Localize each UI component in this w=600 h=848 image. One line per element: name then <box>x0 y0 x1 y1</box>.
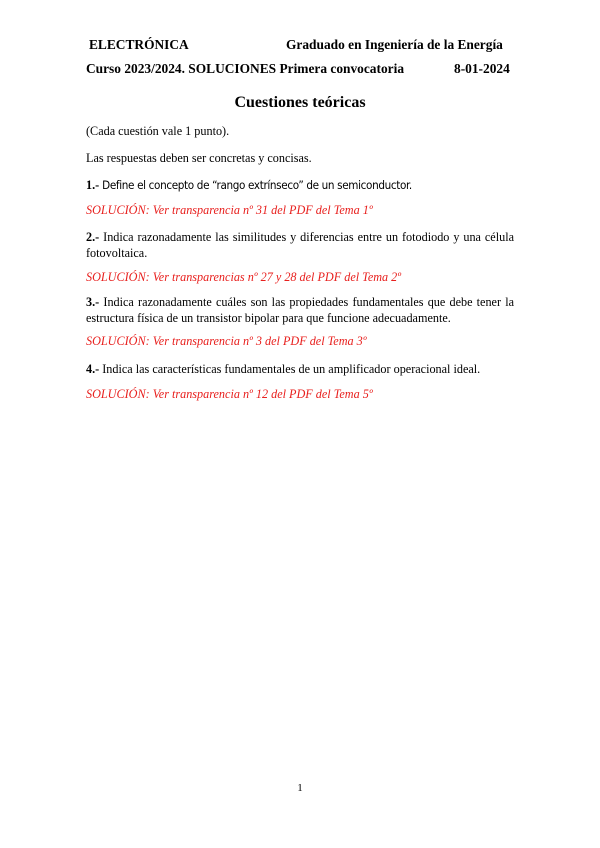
question-text: Define el concepto de “rango extrínseco” de un semiconductor. <box>99 178 412 192</box>
question-2 <box>86 229 514 261</box>
header-degree: Graduado en Ingeniería de la Energía <box>286 37 503 52</box>
question-number: 3.- <box>86 295 100 309</box>
question-number: 1.- <box>86 178 100 192</box>
header-subject: ELECTRÓNICA <box>89 37 189 52</box>
page-title: Cuestiones teóricas <box>234 94 366 111</box>
solution-4: SOLUCIÓN: Ver transparencia nº 12 del PDF del Tema 5º <box>86 387 373 401</box>
header-course: Curso 2023/2024. SOLUCIONES Primera convocatoria <box>86 61 405 76</box>
question-number: 4.- <box>86 362 100 376</box>
question-text: Indica las características fundamentales de un amplificador operacional ideal. <box>99 362 481 376</box>
question-text: Indica razonadamente cuáles son las propiedades fundamentales que debe tener la estructura física de un transistor bipolar para que funcione adecuadamente. <box>86 295 514 325</box>
question-1 <box>86 177 514 193</box>
solution-1: SOLUCIÓN: Ver transparencia nº 31 del PDF del Tema 1º <box>86 203 373 217</box>
page-number: 1 <box>297 782 303 794</box>
question-4 <box>86 361 514 377</box>
question-text: Indica razonadamente las similitudes y diferencias entre un fotodiodo y una célula fotovoltaica. <box>86 230 514 260</box>
intro-instructions: Las respuestas deben ser concretas y concisas. <box>86 151 312 165</box>
solution-2: SOLUCIÓN: Ver transparencias nº 27 y 28 del PDF del Tema 2º <box>86 270 402 284</box>
question-number: 2.- <box>86 230 100 244</box>
intro-points-note: (Cada cuestión vale 1 punto). <box>86 124 230 138</box>
solution-3: SOLUCIÓN: Ver transparencia nº 3 del PDF del Tema 3º <box>86 334 367 348</box>
question-3 <box>86 294 514 326</box>
header-date: 8-01-2024 <box>454 61 510 76</box>
